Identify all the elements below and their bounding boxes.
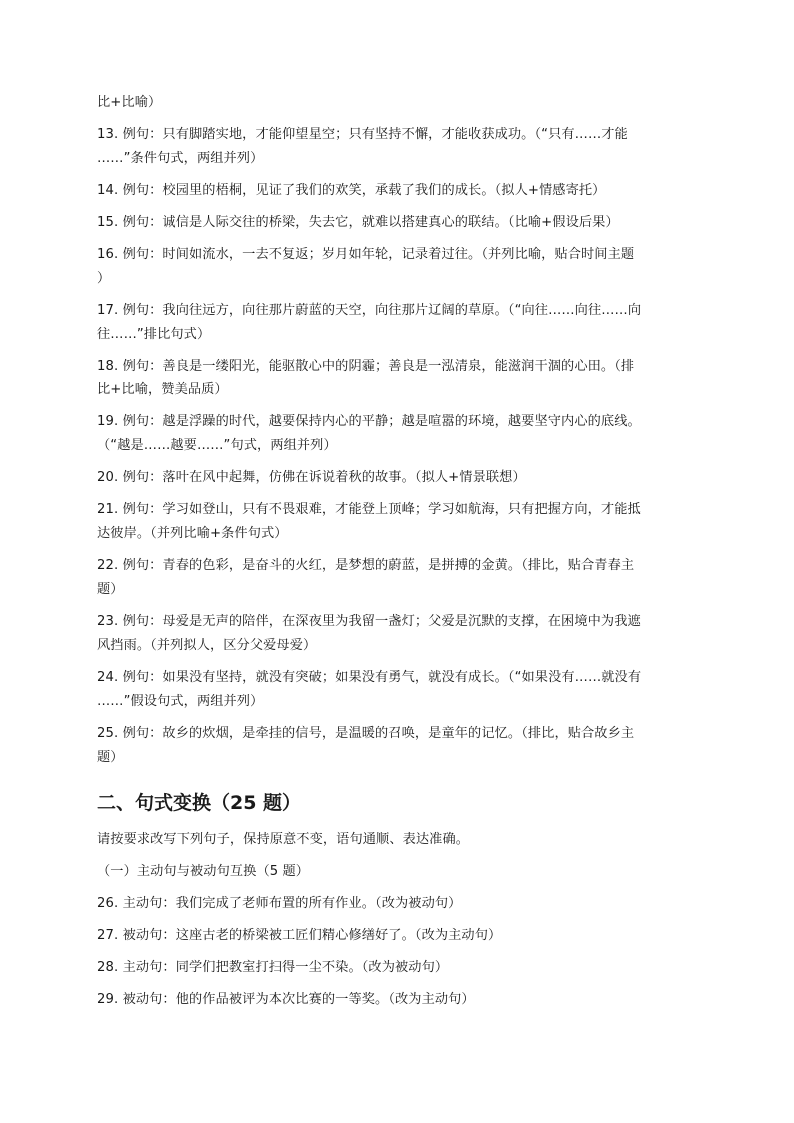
example-line: （“越是……越要……”句式，两组并列） bbox=[97, 438, 337, 453]
example-line: 19. 例句：越是浮躁的时代，越要保持内心的平静；越是喧嚣的环境，越要坚守内心的底线。 bbox=[97, 414, 641, 429]
example-line: 题） bbox=[97, 582, 124, 597]
example-line: 18. 例句：善良是一缕阳光，能驱散心中的阴霾；善良是一泓清泉，能滋润干涸的心田。（排 bbox=[97, 359, 635, 374]
section-instruction: 请按要求改写下列句子，保持原意不变，语句通顺、表达准确。 bbox=[97, 832, 470, 847]
example-line: 24. 例句：如果没有坚持，就没有突破；如果没有勇气，就没有成长。（“如果没有……就没有 bbox=[97, 670, 642, 685]
example-line: 13. 例句：只有脚踏实地，才能仰望星空；只有坚持不懈，才能收获成功。（“只有……才能 bbox=[97, 127, 628, 142]
example-line: 17. 例句：我向往远方，向往那片蔚蓝的天空，向往那片辽阔的草原。（“向往……向往……向 bbox=[97, 303, 642, 318]
section-heading: 二、句式变换（25 题） bbox=[97, 792, 302, 814]
continuation-line: 比+比喻） bbox=[97, 95, 162, 110]
example-line: 23. 例句：母爱是无声的陪伴，在深夜里为我留一盏灯；父爱是沉默的支撑，在困境中为我遮 bbox=[97, 614, 641, 629]
example-line: 16. 例句：时间如流水，一去不复返；岁月如年轮，记录着过往。（并列比喻，贴合时间主题 bbox=[97, 247, 635, 262]
example-line: 题） bbox=[97, 750, 124, 765]
example-line: 风挡雨。（并列拟人，区分父爱母爱） bbox=[97, 638, 317, 653]
question-item: 26. 主动句：我们完成了老师布置的所有作业。（改为被动句） bbox=[97, 896, 462, 911]
example-line: 比+比喻，赞美品质） bbox=[97, 382, 228, 397]
example-line: 25. 例句：故乡的炊烟，是牵挂的信号，是温暖的召唤，是童年的记忆。（排比，贴合故乡主 bbox=[97, 726, 635, 741]
example-line: 达彼岸。（并列比喻+条件句式） bbox=[97, 526, 288, 541]
question-item: 28. 主动句：同学们把教室打扫得一尘不染。（改为被动句） bbox=[97, 960, 449, 975]
example-line: 往……”排比句式） bbox=[97, 327, 211, 342]
example-line: 22. 例句：青春的色彩，是奋斗的火红，是梦想的蔚蓝，是拼搏的金黄。（排比，贴合青春主 bbox=[97, 558, 635, 573]
example-line: ……”假设句式，两组并列） bbox=[97, 694, 264, 709]
example-line: 21. 例句：学习如登山，只有不畏艰难，才能登上顶峰；学习如航海，只有把握方向，才能抵 bbox=[97, 502, 641, 517]
example-line: ……”条件句式，两组并列） bbox=[97, 151, 264, 166]
subsection-heading: （一）主动句与被动句互换（5 题） bbox=[97, 864, 310, 879]
question-item: 27. 被动句：这座古老的桥梁被工匠们精心修缮好了。（改为主动句） bbox=[97, 928, 502, 943]
example-line: 15. 例句：诚信是人际交往的桥梁，失去它，就难以搭建真心的联结。（比喻+假设后果） bbox=[97, 215, 619, 230]
example-line: 14. 例句：校园里的梧桐，见证了我们的欢笑，承载了我们的成长。（拟人+情感寄托） bbox=[97, 183, 606, 198]
question-item: 29. 被动句：他的作品被评为本次比赛的一等奖。（改为主动句） bbox=[97, 992, 475, 1007]
example-line: ） bbox=[97, 271, 111, 286]
example-line: 20. 例句：落叶在风中起舞，仿佛在诉说着秋的故事。（拟人+情景联想） bbox=[97, 470, 526, 485]
